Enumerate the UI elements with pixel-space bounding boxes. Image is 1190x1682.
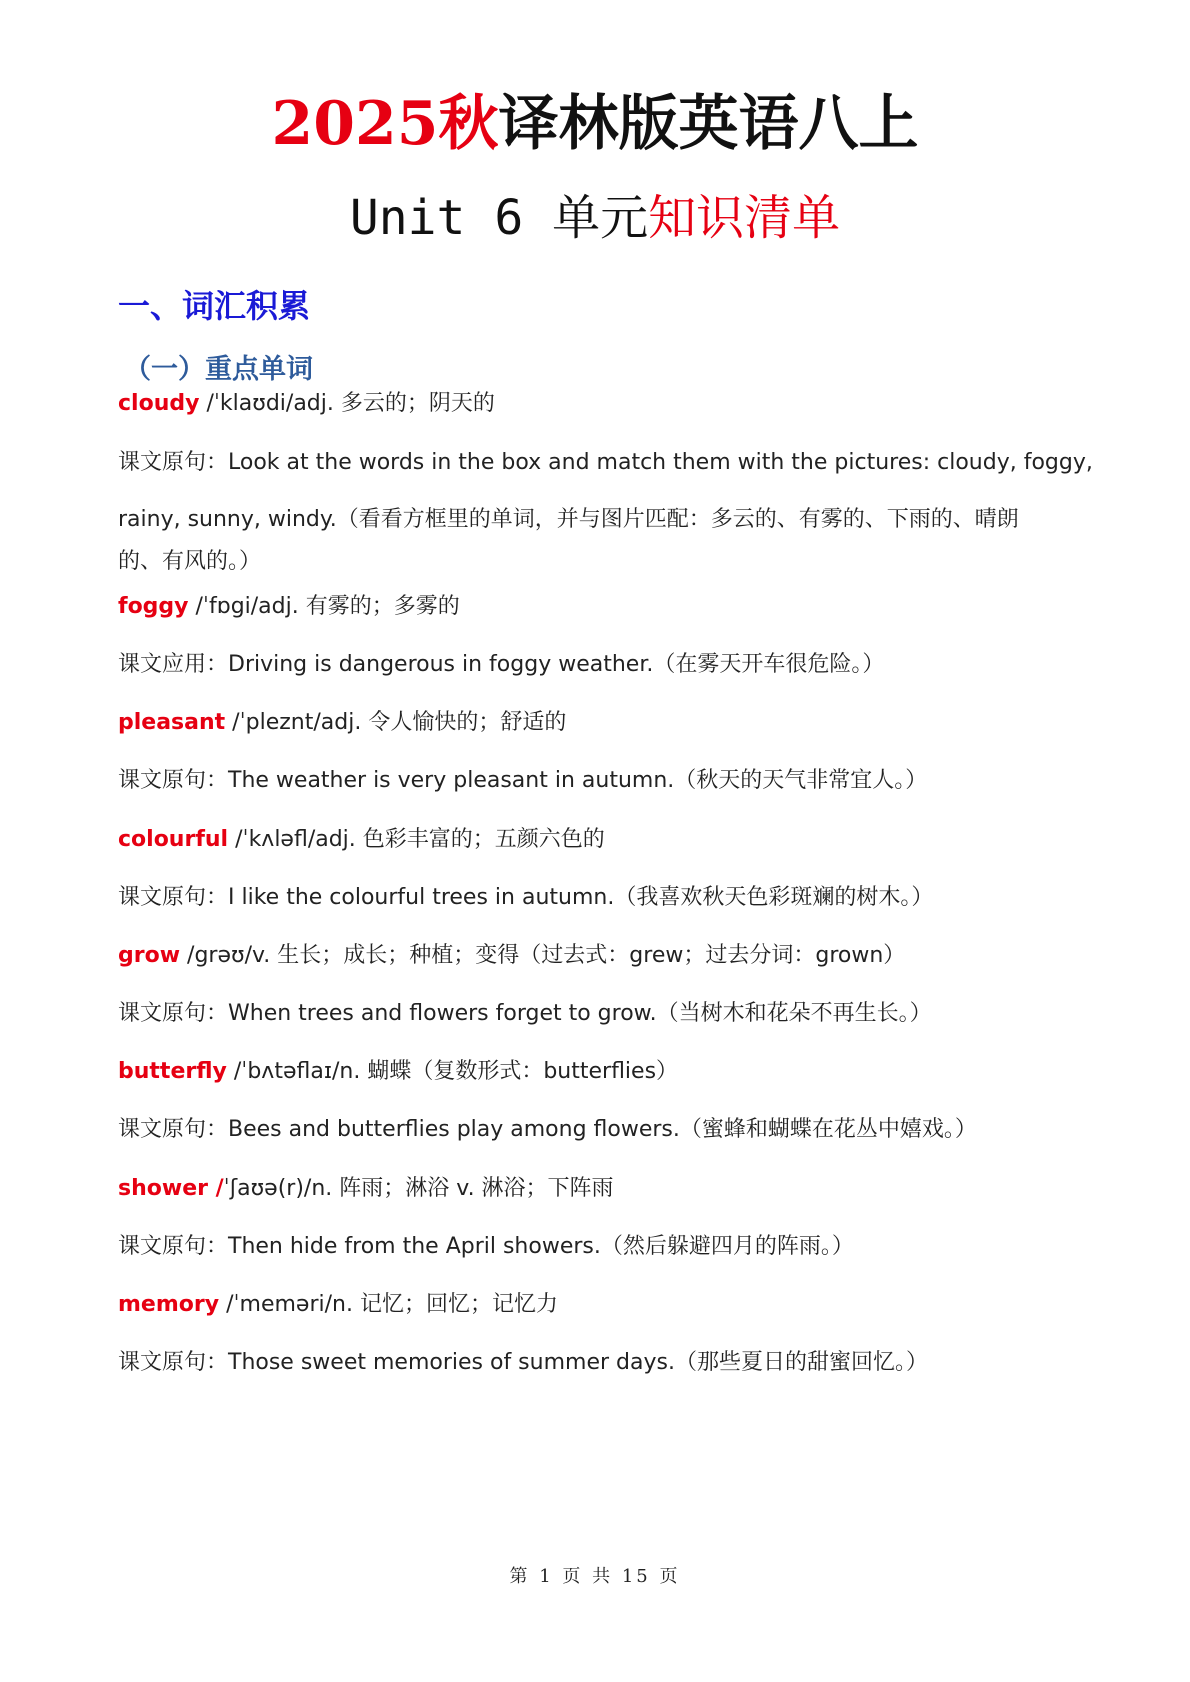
example-sentence: 课文原句：Then hide from the April showers.（然后躲避四月的阵雨。）: [118, 1234, 854, 1259]
vocab-entry-shower: [118, 1174, 1078, 1204]
vocab-word: cloudy: [118, 391, 200, 416]
vocab-definition: /ˈpleznt/adj. 令人愉快的；舒适的: [225, 710, 567, 735]
vocab-definition: /ˈklaʊdi/adj. 多云的；阴天的: [199, 391, 495, 416]
vocab-word: shower /: [118, 1176, 224, 1201]
vocab-entry-foggy: [118, 592, 1078, 622]
example-sentence: 课文应用：Driving is dangerous in foggy weather.（在雾天开车很危险。）: [118, 652, 885, 677]
vocab-word: grow: [118, 943, 181, 968]
vocab-entry-pleasant: [118, 708, 1078, 738]
vocab-word: pleasant: [118, 710, 226, 735]
vocab-entry-colourful: [118, 825, 1078, 855]
example-sentence: 课文原句：Look at the words in the box and match them with the pictures: cloudy, foggy,: [118, 450, 1093, 475]
vocab-word: memory: [118, 1292, 220, 1317]
vocab-entry-cloudy: [118, 389, 1078, 419]
vocab-entry-butterfly: [118, 1057, 1078, 1087]
example-sentence: 课文原句：Those sweet memories of summer days.（那些夏日的甜蜜回忆。）: [118, 1350, 928, 1375]
example-sentence: 课文原句：I like the colourful trees in autumn.（我喜欢秋天色彩斑斓的树木。）: [118, 885, 934, 910]
vocab-word: colourful: [118, 827, 229, 852]
vocab-entry-grow: [118, 941, 1078, 971]
example-sentence: 的、有风的。）: [118, 549, 262, 574]
title-rest: 译林版英语八上: [498, 89, 919, 159]
title-season: 秋: [438, 89, 499, 159]
vocab-definition: /ˈfɒgi/adj. 有雾的；多雾的: [188, 594, 460, 619]
subtitle-unit: Unit 6 单元: [349, 190, 649, 246]
vocab-definition: /ˈmeməri/n. 记忆；回忆；记忆力: [219, 1292, 558, 1317]
vocab-word: foggy: [118, 594, 189, 619]
page-number-footer: 第 1 页 共 15 页: [509, 1566, 681, 1587]
example-sentence: rainy, sunny, windy.（看看方框里的单词，并与图片匹配：多云的、有雾的、下雨的、晴朗: [118, 507, 1019, 532]
section-heading: 一、词汇积累: [118, 287, 311, 325]
vocab-definition: /ˈkʌləfl/adj. 色彩丰富的；五颜六色的: [228, 827, 605, 852]
document-title: [0, 88, 1190, 160]
example-sentence: 课文原句：The weather is very pleasant in autumn.（秋天的天气非常宜人。）: [118, 768, 928, 793]
example-sentence: 课文原句：Bees and butterflies play among flowers.（蜜蜂和蝴蝶在花丛中嬉戏。）: [118, 1117, 977, 1142]
section-subheading: （一）重点单词: [124, 354, 313, 385]
vocab-word: butterfly: [118, 1059, 227, 1084]
vocab-definition: ˈʃaʊə(r)/n. 阵雨；淋浴 v. 淋浴；下阵雨: [223, 1176, 614, 1201]
vocab-definition: /grəʊ/v. 生长；成长；种植；变得（过去式：grew；过去分词：grown）: [180, 943, 906, 968]
title-year: 2025: [271, 89, 439, 159]
document-subtitle: [0, 188, 1190, 248]
vocab-definition: /ˈbʌtəflaɪ/n. 蝴蝶（复数形式：butterflies）: [226, 1059, 679, 1084]
example-sentence: 课文原句：When trees and flowers forget to grow.（当树木和花朵不再生长。）: [118, 1001, 932, 1026]
subtitle-highlight: 知识清单: [648, 190, 841, 246]
vocab-entry-memory: [118, 1290, 1078, 1320]
